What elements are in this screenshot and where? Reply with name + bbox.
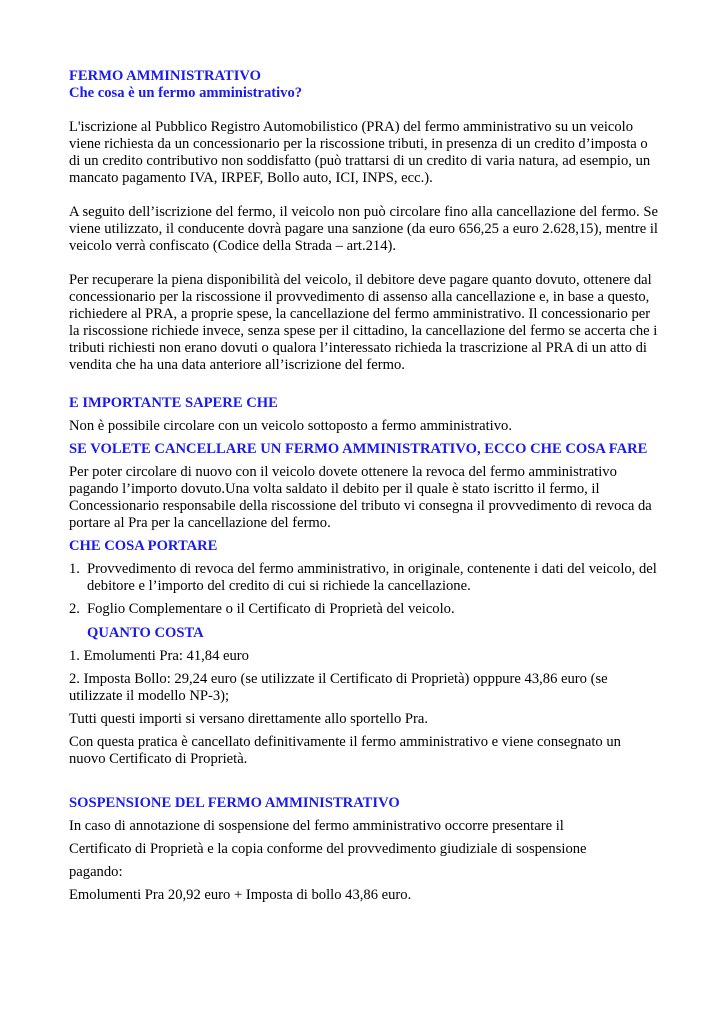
cost-line-3: Tutti questi importi si versano direttamente allo sportello Pra. bbox=[69, 711, 428, 727]
list-item-number: 1. bbox=[69, 561, 80, 577]
document-title: FERMO AMMINISTRATIVO bbox=[69, 68, 261, 84]
intro-paragraph-3: Per recuperare la piena disponibilità del veicolo, il debitore deve pagare quanto dovuto, ottenere dal concessionario per la riscossione il provvedimento di assenso alla cancellazione e, in base a questo, richiedere al PRA, a proprie spese, la cancellazione del fermo amministrativo. Il concessionario per la riscossione richiede invece, senza spese per il cittadino, la cancellazione del fermo se accerta che i tributi richiesti non erano dovuti o qualora l’interessato richieda la trascrizione al PRA di un atto di vendita che ha una data anteriore all’iscrizione del fermo. bbox=[69, 272, 658, 373]
bring-heading: CHE COSA PORTARE bbox=[69, 538, 218, 554]
important-text: Non è possibile circolare con un veicolo sottoposto a fermo amministrativo. bbox=[69, 418, 512, 434]
list-item bbox=[69, 601, 658, 618]
suspension-line-4: Emolumenti Pra 20,92 euro + Imposta di bollo 43,86 euro. bbox=[69, 887, 412, 903]
document-page bbox=[69, 68, 658, 904]
cost-line-1: 1. Emolumenti Pra: 41,84 euro bbox=[69, 648, 249, 664]
list-item-number: 2. bbox=[69, 601, 80, 617]
document-subtitle: Che cosa è un fermo amministrativo? bbox=[69, 85, 303, 101]
intro-paragraph-2: A seguito dell’iscrizione del fermo, il veicolo non può circolare fino alla cancellazione del fermo. Se viene utilizzato, il conducente dovrà pagare una sanzione (da euro 656,25 a euro 2.628,15), mentre il veicolo verrà confiscato (Codice della Strada – art.214). bbox=[69, 204, 658, 254]
suspension-line-2: Certificato di Proprietà e la copia conforme del provvedimento giudiziale di sospensione bbox=[69, 841, 587, 857]
cost-heading: QUANTO COSTA bbox=[87, 625, 204, 641]
cancel-text: Per poter circolare di nuovo con il veicolo dovete ottenere la revoca del fermo amministrativo pagando l’importo dovuto.Una volta saldato il debito per il quale è stato iscritto il fermo, il Concessionario responsabile della riscossione del tributo vi consegna il provvedimento di revoca da portare al Pra per la cancellazione del fermo. bbox=[69, 464, 652, 531]
intro-paragraph-1: L'iscrizione al Pubblico Registro Automobilistico (PRA) del fermo amministrativo su un veicolo viene richiesta da un concessionario per la riscossione tributi, in presenza di un credito d’imposta o di un credito contributivo non soddisfatto (può trattarsi di un credito di varia natura, ad esempio, un mancato pagamento IVA, IRPEF, Bollo auto, ICI, INPS, ecc.). bbox=[69, 119, 651, 186]
cancel-heading: SE VOLETE CANCELLARE UN FERMO AMMINISTRATIVO, ECCO CHE COSA FARE bbox=[69, 441, 648, 457]
list-item-text: Provvedimento di revoca del fermo amministrativo, in originale, contenente i dati del veicolo, del debitore e l’importo del credito di cui si richiede la cancellazione. bbox=[87, 561, 657, 594]
list-item bbox=[69, 561, 658, 595]
important-heading: E IMPORTANTE SAPERE CHE bbox=[69, 395, 278, 411]
cost-line-2: 2. Imposta Bollo: 29,24 euro (se utilizzate il Certificato di Proprietà) opppure 43,86 euro (se utilizzate il modello NP-3); bbox=[69, 671, 608, 704]
suspension-heading: SOSPENSIONE DEL FERMO AMMINISTRATIVO bbox=[69, 795, 400, 811]
list-item-text: Foglio Complementare o il Certificato di Proprietà del veicolo. bbox=[87, 601, 455, 617]
cost-line-4: Con questa pratica è cancellato definitivamente il fermo amministrativo e viene consegnato un nuovo Certificato di Proprietà. bbox=[69, 734, 621, 767]
suspension-line-3: pagando: bbox=[69, 864, 123, 880]
suspension-line-1: In caso di annotazione di sospensione del fermo amministrativo occorre presentare il bbox=[69, 818, 564, 834]
